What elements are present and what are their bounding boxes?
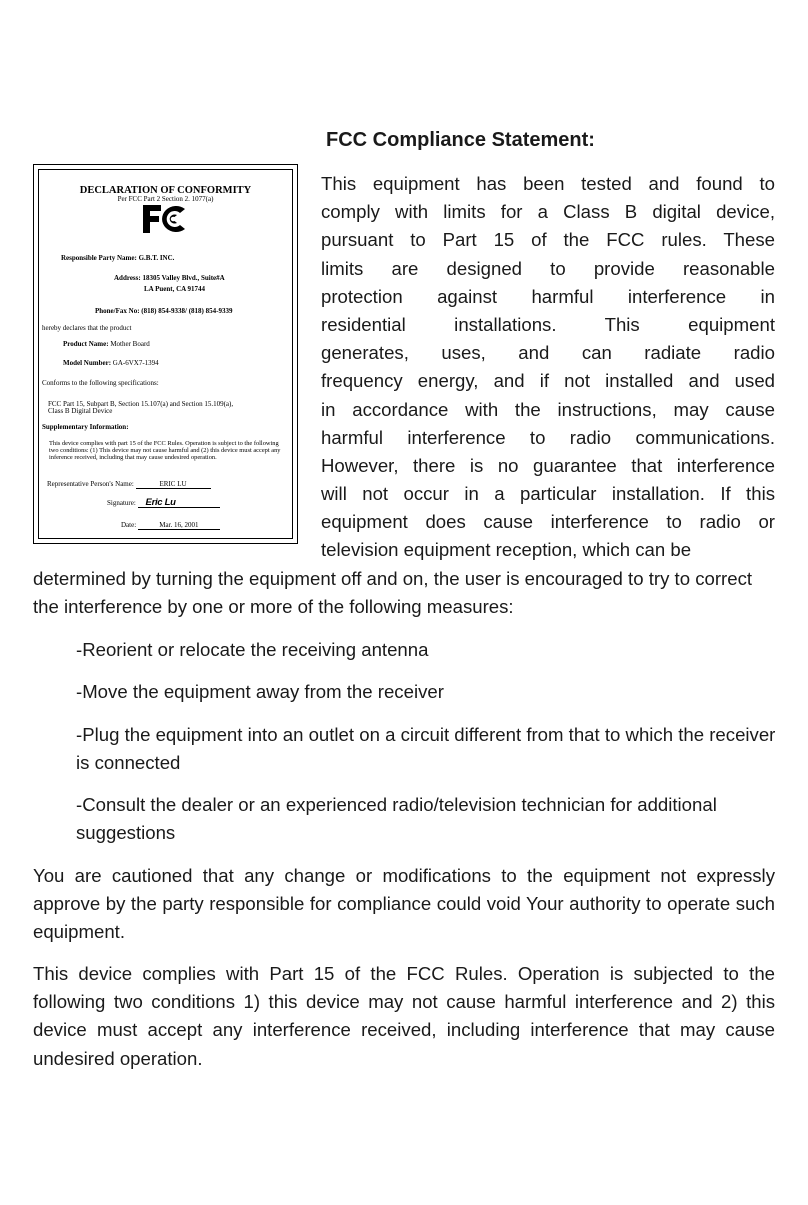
- date-label: Date:: [121, 521, 137, 529]
- model-number-value: GA-6VX7-1394: [112, 359, 159, 367]
- address-line-1: Address: 18305 Valley Blvd., Suite#A: [114, 274, 225, 282]
- representative-row: [47, 480, 211, 489]
- measure-item: -Reorient or relocate the receiving antenna: [76, 639, 429, 660]
- declaration-title: DECLARATION OF CONFORMITY: [79, 185, 252, 196]
- paragraph-line: However, there is no guarantee that interference: [321, 454, 775, 476]
- measure-item: -Consult the dealer or an experienced radio/television technician for additional suggestions: [76, 794, 717, 844]
- declaration-of-conformity-box: [33, 164, 298, 544]
- hereby-declares: hereby declares that the product: [42, 324, 132, 332]
- paragraph-line: television equipment reception, which can be: [321, 539, 692, 561]
- paragraph-line: residential installations. This equipment: [321, 313, 775, 335]
- signature-line: [138, 499, 220, 508]
- paragraph-line: protection against harmful interference in: [321, 285, 775, 307]
- fcc-spec-line-2: Class B Digital Device: [48, 407, 113, 415]
- supplementary-conditions: This device complies with part 15 of the FCC Rules. Operation is subject to the following two conditions: (1) This device may not cause harmful and (2) this device must accept any inference received, including that may cause undesired operation.: [49, 440, 281, 461]
- paragraph-line: frequency energy, and if not installed and used: [321, 370, 775, 392]
- measure-item: -Move the equipment away from the receiver: [76, 681, 444, 702]
- compliance-paragraph-1: [321, 170, 775, 565]
- signature: Eric Lu: [145, 497, 176, 508]
- date-row: [121, 521, 220, 530]
- fcc-logo-icon: [139, 203, 189, 235]
- paragraph-line: harmful interference to radio communications.: [321, 426, 775, 448]
- model-number-row: [63, 359, 159, 367]
- measure-item: -Plug the equipment into an outlet on a circuit different from that to which the receiver is connected: [76, 724, 776, 774]
- part15-conditions-paragraph: This device complies with Part 15 of the FCC Rules. Operation is subjected to the following two conditions 1) this device may not cause harmful interference and 2) this device must accept any interference received, including interference that may cause undesired operation.: [33, 963, 775, 1069]
- page-heading: FCC Compliance Statement:: [326, 129, 595, 151]
- paragraph-line: This equipment has been tested and found to: [321, 173, 775, 194]
- paragraph-line: equipment does cause interference to radio or: [321, 511, 775, 533]
- paragraph-line: in accordance with the instructions, may cause: [321, 398, 775, 420]
- paragraph-line: generates, uses, and can radiate radio: [321, 342, 775, 364]
- modification-caution-paragraph: You are cautioned that any change or modifications to the equipment not expressly approve by the party responsible for compliance could void Your authority to operate such equipment.: [33, 865, 775, 943]
- fcc-spec-line-1: FCC Part 15, Subpart B, Section 15.107(a) and Section 15.109(a),: [48, 400, 234, 408]
- signature-row: [107, 499, 220, 508]
- paragraph-line: pursuant to Part 15 of the FCC rules. These: [321, 229, 775, 251]
- representative-label: Representative Person's Name:: [47, 480, 134, 488]
- product-name-value: Mother Board: [110, 340, 150, 348]
- supplementary-label: Supplementary Information:: [42, 423, 129, 431]
- signature-label: Signature:: [107, 499, 136, 507]
- conforms-statement: Conforms to the following specifications:: [42, 379, 159, 387]
- paragraph-line: limits are designed to provide reasonable: [321, 257, 775, 279]
- product-name-label: Product Name:: [63, 340, 109, 348]
- product-name-row: [63, 340, 150, 348]
- paragraph-line: will not occur in a particular installation. If this: [321, 483, 775, 505]
- responsible-party: Responsible Party Name: G.B.T. INC.: [61, 254, 175, 262]
- compliance-paragraph-1-continued: determined by turning the equipment off and on, the user is encouraged to try to correct the interference by one or more of the following measures:: [33, 568, 753, 618]
- declaration-subtitle: Per FCC Part 2 Section 2. 1077(a): [117, 195, 214, 203]
- paragraph-line: comply with limits for a Class B digital device,: [321, 201, 775, 223]
- phone-fax: Phone/Fax No: (818) 854-9338/ (818) 854-9339: [95, 307, 233, 315]
- model-number-label: Model Number:: [63, 359, 112, 367]
- address-line-2: LA Puent, CA 91744: [144, 285, 206, 293]
- declaration-inner-frame: [38, 169, 293, 539]
- representative-value: ERIC LU: [136, 480, 211, 489]
- date-value: Mar. 16, 2001: [138, 521, 220, 530]
